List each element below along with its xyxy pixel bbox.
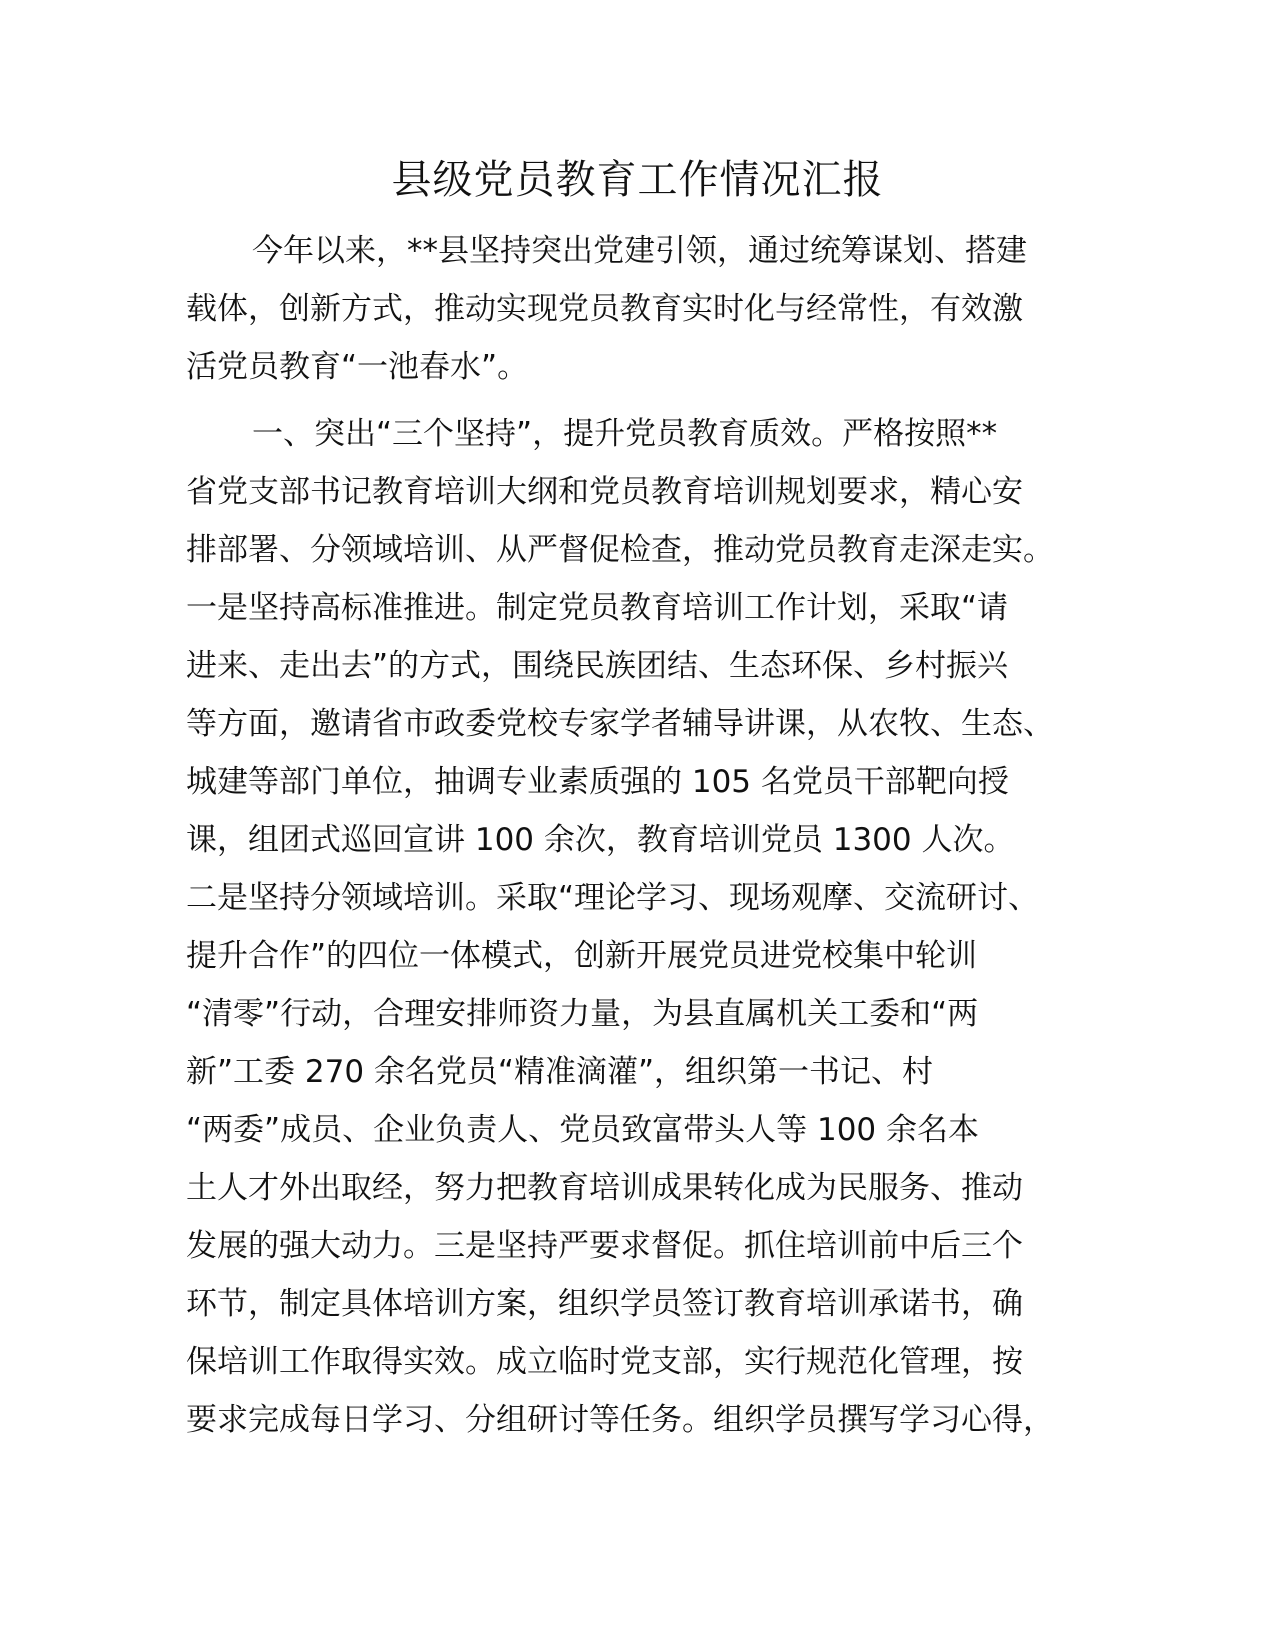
text-line: 保培训工作取得实效。成立临时党支部，实行规范化管理，按 — [186, 1344, 1023, 1380]
text-line: 要求完成每日学习、分组研讨等任务。组织学员撰写学习心得， — [186, 1402, 1054, 1438]
text-line: 活党员教育“一池春水”。 — [186, 349, 529, 385]
text-line: “清零”行动，合理安排师资力量，为县直属机关工委和“两 — [186, 996, 979, 1032]
text-line: 提升合作”的四位一体模式，创新开展党员进党校集中轮训 — [186, 938, 978, 974]
text-line: 一是坚持高标准推进。制定党员教育培训工作计划，采取“请 — [186, 590, 1009, 626]
document-body — [186, 222, 1096, 1507]
text-line: 二是坚持分领域培训。采取“理论学习、现场观摩、交流研讨、 — [186, 880, 1040, 916]
text-line — [186, 1449, 1096, 1507]
document-title: 县级党员教育工作情况汇报 — [391, 157, 884, 203]
text-line: 排部署、分领域培训、从严督促检查，推动党员教育走深走实。 — [186, 532, 1054, 568]
text-line: 新”工委 270 余名党员“精准滴灌”，组织第一书记、村 — [186, 1054, 934, 1090]
text-line: 载体，创新方式，推动实现党员教育实时化与经常性，有效激 — [186, 291, 1023, 327]
text-line: 等方面，邀请省市政委党校专家学者辅导讲课，从农牧、生态、 — [186, 706, 1054, 742]
text-line: 省党支部书记教育培训大纲和党员教育培训规划要求，精心安 — [186, 474, 1023, 510]
text-line: “两委”成员、企业负责人、党员致富带头人等 100 余名本 — [186, 1112, 979, 1148]
text-line: 今年以来，**县坚持突出党建引领，通过统筹谋划、搭建 — [252, 233, 1027, 269]
paragraph-intro — [186, 222, 1096, 396]
text-line: 城建等部门单位，抽调专业素质强的 105 名党员干部靶向授 — [186, 764, 1009, 800]
text-line: 土人才外出取经，努力把教育培训成果转化成为民服务、推动 — [186, 1170, 1023, 1206]
text-line: 一、突出“三个坚持”，提升党员教育质效。严格按照** — [252, 416, 998, 452]
text-line: 进来、走出去”的方式，围绕民族团结、生态环保、乡村振兴 — [186, 648, 1009, 684]
text-line: 环节，制定具体培训方案，组织学员签订教育培训承诺书，确 — [186, 1286, 1023, 1322]
text-line: 发展的强大动力。三是坚持严要求督促。抓住培训前中后三个 — [186, 1228, 1023, 1264]
text-line: 课，组团式巡回宣讲 100 余次，教育培训党员 1300 人次。 — [186, 822, 1015, 858]
paragraph-section-one — [186, 405, 1096, 1507]
